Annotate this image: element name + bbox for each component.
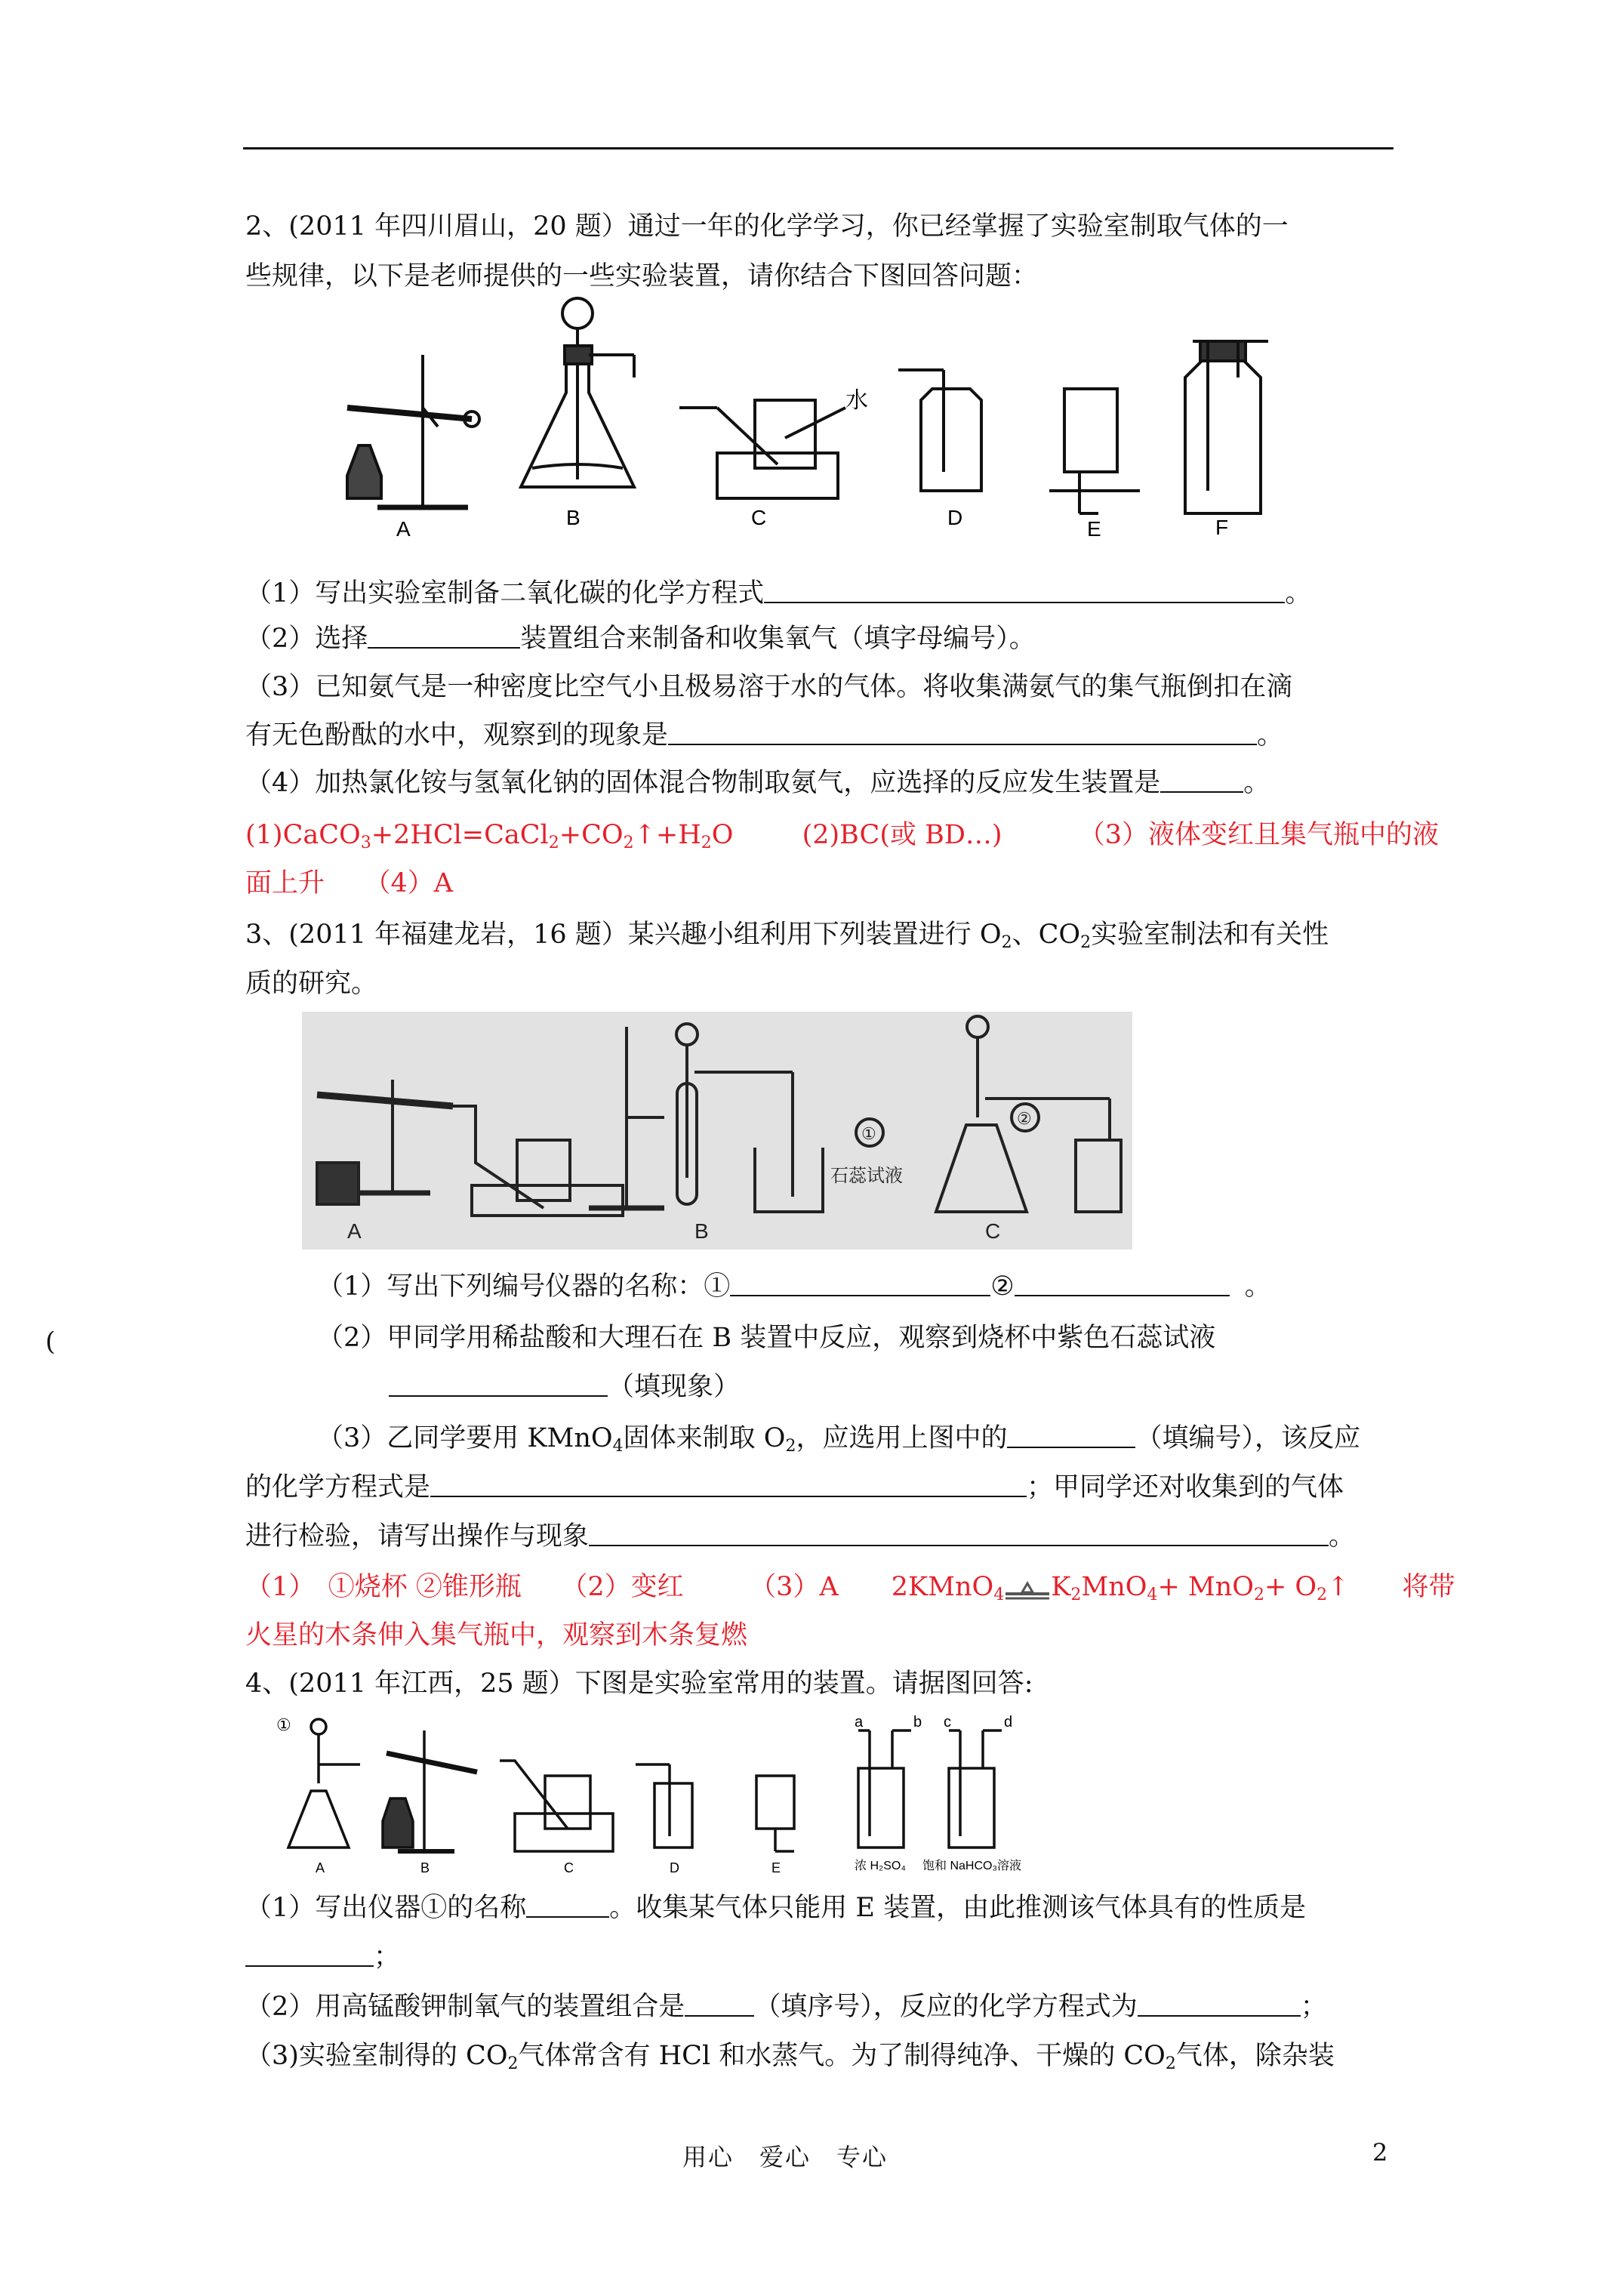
- q2-fig-label-d: D: [947, 506, 963, 529]
- q3-apparatus-svg: [302, 1012, 1132, 1250]
- q2-answer-3: （3）液体变红且集气瓶中的液: [1078, 820, 1439, 850]
- q2-subq2-blank[interactable]: [368, 624, 520, 649]
- q3-answer-c: MnO: [1081, 1572, 1147, 1602]
- q2-answer-line2: 面上升 （4）A: [245, 868, 454, 898]
- q2-fig-label-f: F: [1215, 516, 1229, 539]
- q3-sub-co2: 2: [1080, 933, 1092, 952]
- q2-subq1: [245, 575, 1311, 612]
- q3-fig-label-c: C: [985, 1219, 1001, 1243]
- q3-subq1-text: （1）写出下列编号仪器的名称：①: [317, 1271, 731, 1302]
- q4-subq1-text: （1）写出仪器①的名称: [245, 1893, 527, 1923]
- q4-subq2: [245, 1989, 1327, 2025]
- q3-text-1b: 、CO: [1012, 920, 1081, 950]
- q3-subq1-blank1[interactable]: [730, 1272, 990, 1296]
- q3-subq3-line2-text: 的化学方程式是: [245, 1472, 431, 1502]
- q2-subq4: [245, 765, 1270, 801]
- q3-subq3-b: 固体来制取 O: [623, 1423, 786, 1453]
- q3-subq3-blank3[interactable]: [589, 1522, 1329, 1546]
- stray-paren: (: [45, 1327, 56, 1357]
- q2-subq3-end: 。: [1257, 720, 1284, 750]
- page-number: 2: [1372, 2138, 1388, 2167]
- q3-subq3-c: ，应选用上图中的: [796, 1423, 1008, 1453]
- q3-answer-e: + O: [1264, 1572, 1317, 1602]
- q3-answer-sub2b: 2: [1253, 1586, 1264, 1604]
- q3-subq3-blank2[interactable]: [430, 1473, 1027, 1497]
- q3-answer-a: （1） ①烧杯 ②锥形瓶 （2）变红 （3）A 2KMnO: [245, 1572, 994, 1602]
- q4-subq2-blank2[interactable]: [1138, 1992, 1301, 2017]
- q4-fig-label-a: A: [316, 1860, 325, 1875]
- q4-subq3-sub2b: 2: [1165, 2054, 1176, 2073]
- q2-subq2-text: （2）选择: [245, 624, 368, 654]
- heating-delta-icon: [1004, 1577, 1051, 1600]
- q3-subq1-blank2[interactable]: [1015, 1272, 1230, 1296]
- q2-fig-label-a: A: [396, 517, 411, 541]
- q2-answer-sub2a: 2: [548, 834, 559, 852]
- q3-subq3-line2: [245, 1469, 1344, 1505]
- q3-answer-b: K: [1051, 1572, 1071, 1602]
- q3-text-1c: 实验室制法和有关性: [1091, 920, 1329, 950]
- q4-port-a: a: [855, 1714, 864, 1730]
- q3-text-line2: 质的研究。: [245, 969, 378, 999]
- q4-subq3: [245, 2038, 1335, 2082]
- q4-apparatus-figure: [273, 1708, 1089, 1881]
- q4-subq3-b: 气体常含有 HCl 和水蒸气。为了制得纯净、干燥的 CO: [518, 2041, 1166, 2071]
- q2-answer-1c: +CO: [559, 820, 624, 850]
- q3-subq2-line1: （2）甲同学用稀盐酸和大理石在 B 装置中反应，观察到烧杯中紫色石蕊试液: [317, 1323, 1216, 1353]
- q2-subq1-blank[interactable]: [764, 579, 1285, 603]
- page-footer: 用心 爱心 专心: [682, 2143, 888, 2171]
- q4-mark-1: ①: [276, 1715, 291, 1734]
- q3-subq1-mid: ②: [990, 1271, 1015, 1302]
- q3-mark-2: ②: [1017, 1109, 1032, 1128]
- q4-subq3-c: 气体，除杂装: [1175, 2041, 1335, 2071]
- q3-text-line1: [245, 917, 1329, 961]
- q3-subq3-line3-end: 。: [1329, 1521, 1356, 1552]
- q3-answer-sub2c: 2: [1317, 1586, 1328, 1604]
- q4-apparatus-svg: [273, 1708, 1089, 1878]
- q3-subq3-line2-end: ；甲同学还对收集到的气体: [1027, 1472, 1344, 1502]
- q2-answer-sub3: 3: [360, 834, 371, 852]
- q2-water-label: 水: [845, 388, 868, 413]
- q3-subq3-line1: [317, 1420, 1360, 1465]
- q4-subq2-text: （2）用高锰酸钾制氧气的装置组合是: [245, 1992, 685, 2022]
- q2-answer-sub2b: 2: [623, 834, 634, 852]
- q2-subq3-text: 有无色酚酞的水中，观察到的现象是: [245, 720, 669, 750]
- q3-fig-label-a: A: [347, 1219, 362, 1243]
- q2-answer-sub2c: 2: [701, 834, 712, 852]
- q2-subq2-end: 装置组合来制备和收集氧气（填字母编号）。: [520, 624, 1036, 654]
- q3-subq3-blank1[interactable]: [1007, 1424, 1135, 1448]
- q2-text-line1: 2、(2011 年四川眉山，20 题）通过一年的化学学习，你已经掌握了实验室制取气体的一: [245, 211, 1289, 242]
- q4-fig-label-d: D: [670, 1860, 679, 1875]
- q3-subq3-d: （填编号），该反应: [1135, 1423, 1360, 1453]
- q3-subq2-hint: （填现象）: [608, 1372, 741, 1402]
- q2-subq4-text: （4）加热氯化铵与氢氧化钠的固体混合物制取氨气，应选择的反应发生装置是: [245, 768, 1161, 798]
- q2-subq3-blank[interactable]: [668, 721, 1257, 745]
- q4-subq1-line1: [245, 1890, 1306, 1926]
- q4-fig-label-c: C: [564, 1860, 574, 1875]
- q2-fig-label-b: B: [566, 506, 581, 529]
- q4-text-line1: 4、(2011 年江西，25 题）下图是实验室常用的装置。请据图回答:: [245, 1669, 1033, 1699]
- q3-subq1-end: 。: [1244, 1271, 1271, 1302]
- q4-subq2-mid: （填序号），反应的化学方程式为: [754, 1992, 1138, 2022]
- q3-answer-d: + MnO: [1157, 1572, 1254, 1602]
- q4-fig-label-e: E: [771, 1860, 781, 1875]
- q2-subq1-text: （1）写出实验室制备二氧化碳的化学方程式: [245, 578, 765, 609]
- q2-apparatus-figure: [325, 294, 1306, 547]
- q2-apparatus-svg: [325, 294, 1306, 544]
- q4-subq1-end: ；: [374, 1942, 401, 1972]
- q2-subq3-line1: （3）已知氨气是一种密度比空气小且极易溶于水的气体。将收集满氨气的集气瓶倒扣在滴: [245, 672, 1293, 702]
- q2-subq3-line2: [245, 717, 1283, 754]
- q3-answer-line2: 火星的木条伸入集气瓶中，观察到木条复燃: [245, 1620, 748, 1650]
- q2-answer-1e: O: [711, 820, 734, 850]
- q4-port-b: b: [913, 1714, 922, 1730]
- q2-fig-label-e: E: [1087, 517, 1101, 541]
- q2-subq4-blank[interactable]: [1160, 769, 1243, 793]
- q3-answer-sub2a: 2: [1070, 1586, 1082, 1604]
- q3-sub-o2: 2: [1001, 933, 1012, 952]
- q4-subq2-end: ；: [1300, 1992, 1327, 2022]
- q2-answer-line1: [245, 817, 1439, 861]
- q4-subq1-blank2[interactable]: [245, 1943, 374, 1967]
- q3-subq3-line3-text: 进行检验，请写出操作与现象: [245, 1521, 590, 1552]
- q4-subq1-line2: [245, 1939, 400, 1975]
- q4-subq1-text2: 。收集某气体只能用 E 装置，由此推测该气体具有的性质是: [609, 1893, 1307, 1923]
- q3-answer-f: ↑ 将带: [1327, 1572, 1455, 1602]
- q4-bottle-label-2: 饱和 NaHCO₃溶液: [922, 1860, 1021, 1872]
- q3-answer-line1: [245, 1569, 1455, 1613]
- q2-answer-1b: +2HCl=CaCl: [371, 820, 549, 850]
- q4-subq3-sub2a: 2: [507, 2054, 519, 2073]
- q2-answer-2: (2)BC(或 BD…): [802, 820, 1002, 850]
- q2-answer-1d: ↑+H: [633, 820, 701, 850]
- q3-subq2-line2: [389, 1369, 740, 1405]
- q2-text-line2: 些规律，以下是老师提供的一些实验装置，请你结合下图回答问题：: [245, 261, 1039, 291]
- q3-mark-1: ①: [861, 1124, 876, 1143]
- q2-subq1-end: 。: [1285, 578, 1312, 609]
- q2-fig-label-c: C: [751, 506, 767, 529]
- q3-subq1: [317, 1268, 1271, 1305]
- q4-subq2-blank1[interactable]: [685, 1992, 754, 2017]
- q3-subq3-sub4: 4: [612, 1437, 624, 1456]
- q2-subq4-end: 。: [1243, 768, 1270, 798]
- q3-text-1a: 3、(2011 年福建龙岩，16 题）某兴趣小组利用下列装置进行 O: [245, 920, 1002, 950]
- q3-subq3-sub2: 2: [785, 1437, 796, 1456]
- q3-answer-sub4b: 4: [1147, 1586, 1158, 1604]
- q2-answer-1a: (1)CaCO: [245, 820, 361, 850]
- q4-port-d: d: [1004, 1714, 1013, 1730]
- header-rule: [243, 147, 1394, 149]
- q4-bottle-label-1: 浓 H₂SO₄: [855, 1860, 906, 1872]
- q3-litmus-label: 石蕊试液: [830, 1166, 903, 1186]
- q2-subq2: [245, 621, 1036, 657]
- q3-apparatus-figure: [302, 1012, 1132, 1253]
- q4-port-c: c: [944, 1714, 951, 1730]
- q3-fig-label-b: B: [694, 1219, 709, 1243]
- q4-fig-label-b: B: [420, 1860, 430, 1875]
- q3-answer-sub4a: 4: [993, 1586, 1005, 1604]
- q3-subq3-line3: [245, 1518, 1355, 1555]
- q4-subq3-a: （3)实验室制得的 CO: [245, 2041, 508, 2071]
- q4-subq1-blank1[interactable]: [526, 1894, 609, 1918]
- q3-subq2-blank[interactable]: [389, 1373, 608, 1397]
- q3-subq3-a: （3）乙同学要用 KMnO: [317, 1423, 613, 1453]
